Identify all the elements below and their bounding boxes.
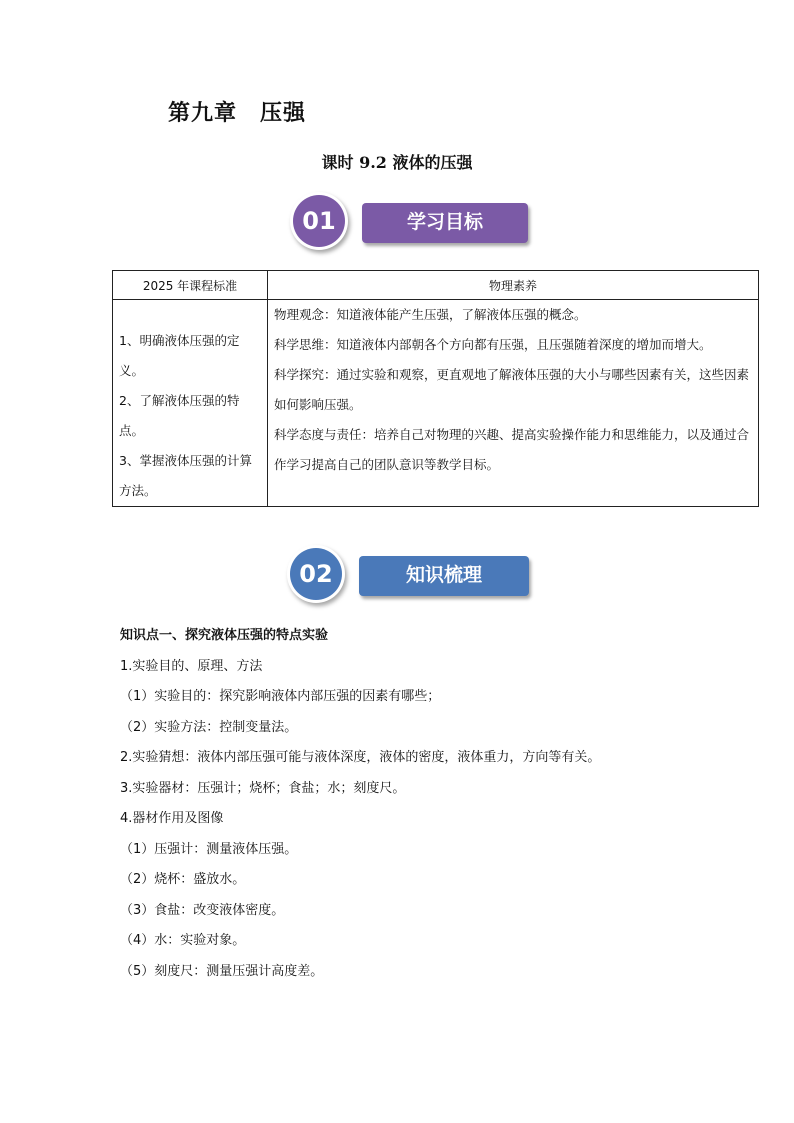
- literacy-item: 科学态度与责任：培养自己对物理的兴趣、提高实验操作能力和思维能力，以及通过合作学习提高自己的团队意识等教学目标。: [274, 427, 750, 472]
- standards-cell: [113, 300, 268, 507]
- knowledge-line: 4.器材作用及图像: [120, 811, 224, 826]
- knowledge-line: （1）压强计：测量液体压强。: [120, 841, 298, 857]
- section-number-circle: [287, 545, 345, 603]
- lesson-title: 课时 9.2 液体的压强: [321, 153, 473, 172]
- learning-goals-table: [112, 270, 759, 507]
- section-label: 知识梳理: [359, 556, 529, 596]
- knowledge-line: 2.实验猜想：液体内部压强可能与液体深度，液体的密度，液体重力，方向等有关。: [120, 750, 601, 765]
- knowledge-line: （5）刻度尺：测量压强计高度差。: [120, 963, 324, 979]
- knowledge-line: （3）食盐：改变液体密度。: [120, 902, 285, 918]
- knowledge-line: 3.实验器材：压强计；烧杯；食盐；水；刻度尺。: [120, 780, 406, 796]
- literacy-item: 物理观念：知道液体能产生压强，了解液体压强的概念。: [274, 307, 587, 322]
- knowledge-line: （2）烧杯：盛放水。: [120, 872, 246, 887]
- knowledge-line: （1）实验目的：探究影响液体内部压强的因素有哪些；: [120, 689, 441, 704]
- section-number: 01: [293, 195, 345, 247]
- section-number: 02: [290, 548, 342, 600]
- section-label: 学习目标: [362, 203, 528, 243]
- table-header-row: [113, 271, 759, 300]
- knowledge-heading: 知识点一、探究液体压强的特点实验: [120, 628, 329, 643]
- knowledge-line: （2）实验方法：控制变量法。: [120, 719, 298, 735]
- table-row: [113, 300, 759, 507]
- literacy-item: 科学探究：通过实验和观察，更直观地了解液体压强的大小与哪些因素有关，这些因素如何影响压强。: [274, 367, 750, 412]
- standard-item: 3、掌握液体压强的计算方法。: [119, 453, 252, 498]
- standard-item: 1、明确液体压强的定义。: [119, 333, 240, 378]
- table-header-standards: 2025 年课程标准: [113, 271, 268, 300]
- literacy-cell: [268, 300, 759, 507]
- knowledge-line: 1.实验目的、原理、方法: [120, 658, 263, 674]
- knowledge-content: [120, 621, 760, 987]
- standard-item: 2、了解液体压强的特点。: [119, 393, 240, 438]
- section-number-circle: [290, 192, 348, 250]
- chapter-title: 第九章 压强: [168, 100, 307, 126]
- table-header-literacy: 物理素养: [268, 271, 759, 300]
- literacy-item: 科学思维：知道液体内部朝各个方向都有压强，且压强随着深度的增加而增大。: [274, 337, 712, 352]
- knowledge-line: （4）水：实验对象。: [120, 933, 246, 948]
